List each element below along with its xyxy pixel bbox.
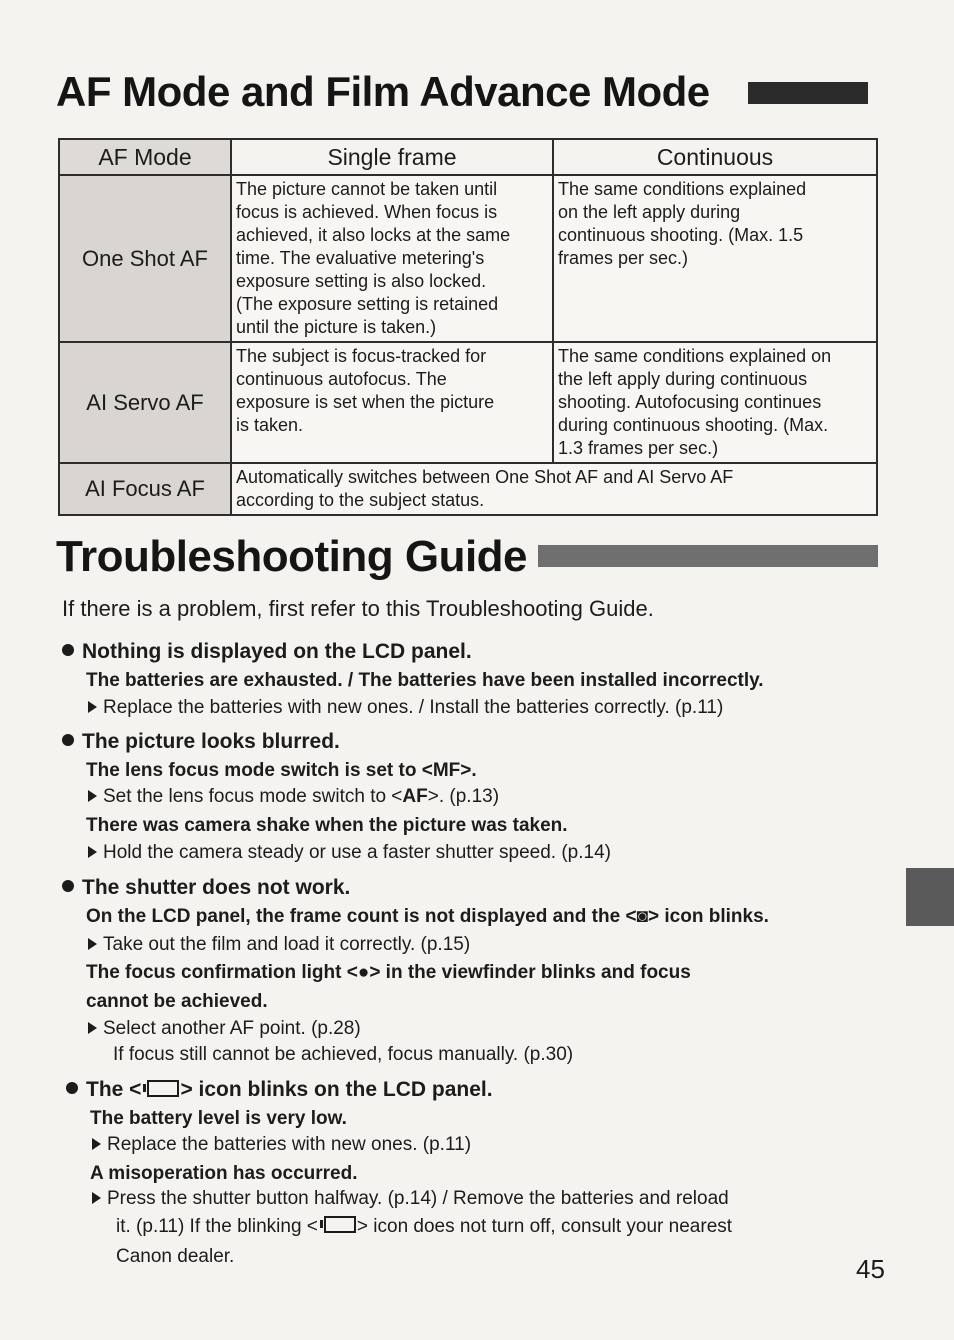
cell-line: The same conditions explained [558,179,807,199]
cause-text: The batteries are exhausted. / The batteries have been installed incorrectly. [86,670,764,691]
solution-label: Press the shutter button halfway. (p.14) / Remove the batteries and reload [107,1188,729,1209]
mode-cell-ai-servo: AI Servo AF [59,342,231,463]
arrow-icon [88,701,97,713]
solution-label: Hold the camera steady or use a faster shutter speed. (p.14) [103,842,611,863]
cell-line: Automatically switches between One Shot AF and AI Servo AF [236,467,734,487]
cause-text [86,906,769,928]
cell-line: The subject is focus-tracked for [236,346,487,366]
arrow-icon [88,1022,97,1034]
table-row [59,463,877,515]
cell-line: during continuous shooting. (Max. [558,415,829,435]
af-label: AF [402,786,428,807]
cause-text: There was camera shake when the picture was taken. [86,815,568,836]
single-frame-cell [231,175,553,342]
solution-label: Replace the batteries with new ones. / Install the batteries correctly. (p.11) [103,697,724,718]
bullet-icon [62,734,74,746]
cause-label: The focus confirmation light < [86,962,358,983]
solution-text [92,1188,729,1210]
focus-light-icon: ● [357,962,370,983]
cell-line: exposure setting is also locked. [236,271,487,291]
cause-text: cannot be achieved. [86,991,268,1012]
cell-line: frames per sec.) [558,248,689,268]
cause-text: The lens focus mode switch is set to <MF>. [86,760,477,781]
battery-icon [324,1216,356,1233]
cell-line: according to the subject status. [236,490,485,510]
solution-text [88,697,723,719]
problem-heading [62,640,472,664]
intro-text: If there is a problem, first refer to this Troubleshooting Guide. [62,596,654,621]
section-title-af-mode: AF Mode and Film Advance Mode [56,68,710,115]
solution-label: > icon does not turn off, consult your nearest [356,1216,733,1237]
cause-text: The battery level is very low. [90,1108,347,1129]
af-mode-table [58,138,878,516]
header-single-frame: Single frame [231,139,553,175]
solution-text [88,934,470,956]
cell-line: shooting. Autofocusing continues [558,392,822,412]
continuous-cell [553,342,877,463]
section-title-bar [748,82,868,104]
merged-cell [231,463,877,515]
problem-text: Nothing is displayed on the LCD panel. [82,640,472,663]
cause-label: > icon blinks. [648,906,769,927]
table-row [59,175,877,342]
arrow-icon [92,1138,101,1150]
cell-line: time. The evaluative metering's [236,248,485,268]
problem-heading [62,876,350,900]
solution-label: Set the lens focus mode switch to < [103,786,403,807]
problem-text: The < [86,1078,142,1101]
section-title-troubleshooting: Troubleshooting Guide [56,532,528,581]
solution-text: If focus still cannot be achieved, focus manually. (p.30) [113,1044,574,1065]
solution-label: Replace the batteries with new ones. (p.11) [107,1134,472,1155]
problem-text: The shutter does not work. [82,876,351,899]
problem-heading [62,730,340,754]
problem-heading [66,1078,493,1102]
cell-line: exposure is set when the picture [236,392,495,412]
single-frame-cell [231,342,553,463]
film-icon: ◙ [636,906,649,927]
chapter-tab-marker [906,868,954,926]
problem-text: > icon blinks on the LCD panel. [180,1078,493,1101]
continuous-cell [553,175,877,342]
cell-line: focus is achieved. When focus is [236,202,498,222]
solution-text [88,786,499,808]
page-number: 45 [856,1254,885,1284]
cell-line: continuous shooting. (Max. 1.5 [558,225,804,245]
bullet-icon [62,644,74,656]
bullet-icon [62,880,74,892]
arrow-icon [88,938,97,950]
cell-line: (The exposure setting is retained [236,294,499,314]
solution-label: it. (p.11) If the blinking < [116,1216,318,1237]
solution-label: Select another AF point. (p.28) [103,1018,361,1039]
problem-text: The picture looks blurred. [82,730,340,753]
cause-label: On the LCD panel, the frame count is not displayed and the < [86,906,637,927]
mode-cell-one-shot: One Shot AF [59,175,231,342]
solution-text: Canon dealer. [116,1246,235,1267]
table-row [59,342,877,463]
section-title-bar [538,545,878,567]
header-continuous: Continuous [553,139,877,175]
cause-text [86,962,691,984]
cell-line: is taken. [236,415,304,435]
solution-label: Take out the film and load it correctly. (p.15) [103,934,471,955]
cause-label: > in the viewfinder blinks and focus [369,962,691,983]
arrow-icon [88,790,97,802]
cell-line: 1.3 frames per sec.) [558,438,719,458]
cell-line: the left apply during continuous [558,369,808,389]
cell-line: The same conditions explained on [558,346,832,366]
cell-line: continuous autofocus. The [236,369,447,389]
cause-text: A misoperation has occurred. [90,1163,358,1184]
bullet-icon [66,1082,78,1094]
cell-line: The picture cannot be taken until [236,179,498,199]
cell-line: on the left apply during [558,202,741,222]
solution-text [92,1134,471,1156]
battery-icon [147,1080,179,1097]
mode-cell-ai-focus: AI Focus AF [59,463,231,515]
header-af-mode: AF Mode [59,139,231,175]
arrow-icon [92,1192,101,1204]
solution-label: >. (p.13) [427,786,500,807]
cell-line: until the picture is taken.) [236,317,437,337]
cell-line: achieved, it also locks at the same [236,225,511,245]
solution-text [88,1018,361,1040]
solution-text [88,842,611,864]
table-header-row [59,139,877,175]
solution-text [116,1216,732,1238]
arrow-icon [88,846,97,858]
